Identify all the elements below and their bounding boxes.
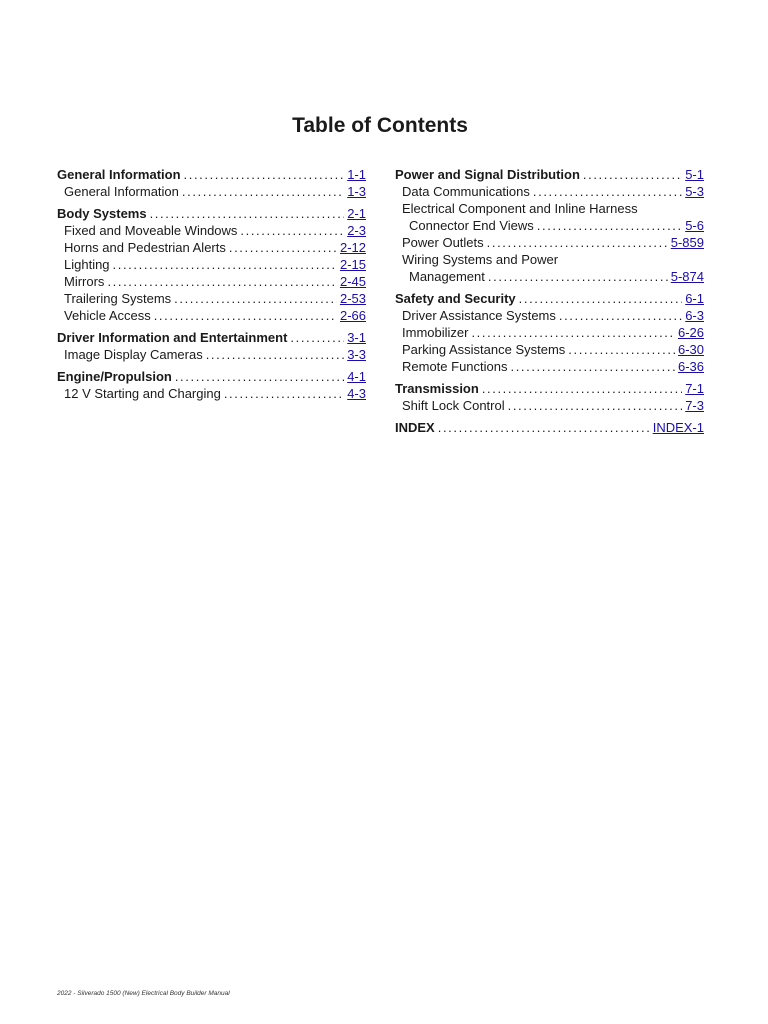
toc-entry-row: [57, 307, 366, 324]
dot-leader: [559, 307, 682, 324]
toc-heading-row: [395, 166, 704, 183]
page-link[interactable]: 6-3: [685, 308, 704, 323]
toc-section: [395, 380, 704, 414]
toc-entry-row: [57, 346, 366, 363]
toc-heading-row: [395, 290, 704, 307]
page-link[interactable]: 3-3: [347, 347, 366, 362]
page-link[interactable]: 6-30: [677, 342, 704, 357]
toc-entry: Data Communications: [402, 184, 530, 199]
toc-heading-row: [395, 380, 704, 397]
dot-leader: [107, 273, 337, 290]
toc-section: [57, 205, 366, 324]
dot-leader: [150, 205, 345, 222]
page-link[interactable]: 2-1: [347, 206, 366, 221]
page-link[interactable]: 1-1: [347, 167, 366, 182]
dot-leader: [184, 166, 345, 183]
page-link[interactable]: 2-3: [347, 223, 366, 238]
toc-entry: General Information: [64, 184, 179, 199]
page-link[interactable]: 1-3: [347, 184, 366, 199]
dot-leader: [182, 183, 344, 200]
toc-entry-row: [395, 307, 704, 324]
page-link[interactable]: 6-26: [677, 325, 704, 340]
toc-heading: Transmission: [395, 381, 479, 396]
page-link[interactable]: 7-1: [685, 381, 704, 396]
toc-entry-row: [57, 222, 366, 239]
toc-entry: Power Outlets: [402, 235, 484, 250]
toc-entry: Mirrors: [64, 274, 105, 289]
toc-entry-continued: Connector End Views: [409, 218, 534, 233]
dot-leader: [487, 234, 668, 251]
toc-entry: Vehicle Access: [64, 308, 151, 323]
page-link[interactable]: 2-66: [339, 308, 366, 323]
dot-leader: [175, 368, 344, 385]
toc-entry-row: [395, 341, 704, 358]
toc-entry-row: [57, 385, 366, 402]
toc-entry: Driver Assistance Systems: [402, 308, 556, 323]
toc-entry-row: [57, 239, 366, 256]
dot-leader: [471, 324, 675, 341]
dot-leader: [583, 166, 682, 183]
toc-entry: Horns and Pedestrian Alerts: [64, 240, 226, 255]
toc-heading-row: [57, 368, 366, 385]
page-link[interactable]: 5-3: [685, 184, 704, 199]
toc-entry-continued: Management: [409, 269, 485, 284]
toc-entry: Electrical Component and Inline Harness: [402, 201, 638, 216]
toc-heading-row: [57, 205, 366, 222]
dot-leader: [533, 183, 682, 200]
toc-entry-row: [57, 183, 366, 200]
toc-heading: Driver Information and Entertainment: [57, 330, 288, 345]
page-link[interactable]: 2-15: [339, 257, 366, 272]
toc-entry-row: [57, 290, 366, 307]
toc-entry: Wiring Systems and Power: [402, 252, 559, 267]
dot-leader: [508, 397, 683, 414]
page-link[interactable]: 5-874: [670, 269, 704, 284]
toc-entry: Fixed and Moveable Windows: [64, 223, 238, 238]
toc-entry-row: [395, 234, 704, 251]
toc-heading-row: [57, 166, 366, 183]
dot-leader: [174, 290, 337, 307]
toc-heading: INDEX: [395, 420, 435, 435]
toc-entry: Trailering Systems: [64, 291, 172, 306]
toc-section: [57, 329, 366, 363]
dot-leader: [482, 380, 682, 397]
toc-entry-row: [395, 358, 704, 375]
toc-section: [395, 419, 704, 436]
page-link[interactable]: 5-859: [670, 235, 704, 250]
toc-heading: Body Systems: [57, 206, 147, 221]
page-link[interactable]: 6-1: [685, 291, 704, 306]
toc-entry: Lighting: [64, 257, 110, 272]
toc-entry-row: [395, 324, 704, 341]
page-link[interactable]: 2-45: [339, 274, 366, 289]
page-footer: 2022 - Silverado 1500 (New) Electrical Body Builder Manual: [57, 990, 230, 997]
dot-leader: [519, 290, 683, 307]
page-link[interactable]: 2-12: [339, 240, 366, 255]
toc-heading: Power and Signal Distribution: [395, 167, 580, 182]
toc-heading: Safety and Security: [395, 291, 516, 306]
dot-leader: [488, 268, 668, 285]
toc-entry: Shift Lock Control: [402, 398, 505, 413]
toc-heading: General Information: [57, 167, 181, 182]
toc-section: [57, 368, 366, 402]
dot-leader: [154, 307, 337, 324]
toc-entry: Parking Assistance Systems: [402, 342, 566, 357]
toc-section: [395, 290, 704, 375]
toc-entry: 12 V Starting and Charging: [64, 386, 221, 401]
page-link[interactable]: 4-1: [347, 369, 366, 384]
dot-leader: [206, 346, 344, 363]
page-link[interactable]: 7-3: [685, 398, 704, 413]
toc-section: [395, 166, 704, 285]
page-link[interactable]: INDEX-1: [652, 420, 704, 435]
toc-entry-row: [57, 256, 366, 273]
page-link[interactable]: 4-3: [347, 386, 366, 401]
page-link[interactable]: 6-36: [677, 359, 704, 374]
page-link[interactable]: 5-1: [685, 167, 704, 182]
dot-leader: [511, 358, 675, 375]
toc-entry-row: [395, 183, 704, 200]
dot-leader: [240, 222, 344, 239]
dot-leader: [113, 256, 337, 273]
dot-leader: [568, 341, 675, 358]
toc-entry: Image Display Cameras: [64, 347, 203, 362]
toc-left-column: [57, 166, 366, 407]
toc-entry-row: [395, 217, 704, 234]
dot-leader: [537, 217, 682, 234]
toc-right-column: [395, 166, 704, 441]
dot-leader: [290, 329, 344, 346]
dot-leader: [224, 385, 344, 402]
toc-section: [57, 166, 366, 200]
toc-heading: Engine/Propulsion: [57, 369, 172, 384]
toc-entry-row: [395, 397, 704, 414]
page-title: Table of Contents: [292, 114, 468, 137]
toc-entry-row: [57, 273, 366, 290]
toc-heading-row: [57, 329, 366, 346]
page-link[interactable]: 2-53: [339, 291, 366, 306]
dot-leader: [438, 419, 650, 436]
page-link[interactable]: 5-6: [685, 218, 704, 233]
toc-entry: Immobilizer: [402, 325, 469, 340]
toc-heading-row: [395, 419, 704, 436]
dot-leader: [229, 239, 337, 256]
toc-entry-row: [395, 268, 704, 285]
toc-entry: Remote Functions: [402, 359, 508, 374]
page-link[interactable]: 3-1: [347, 330, 366, 345]
